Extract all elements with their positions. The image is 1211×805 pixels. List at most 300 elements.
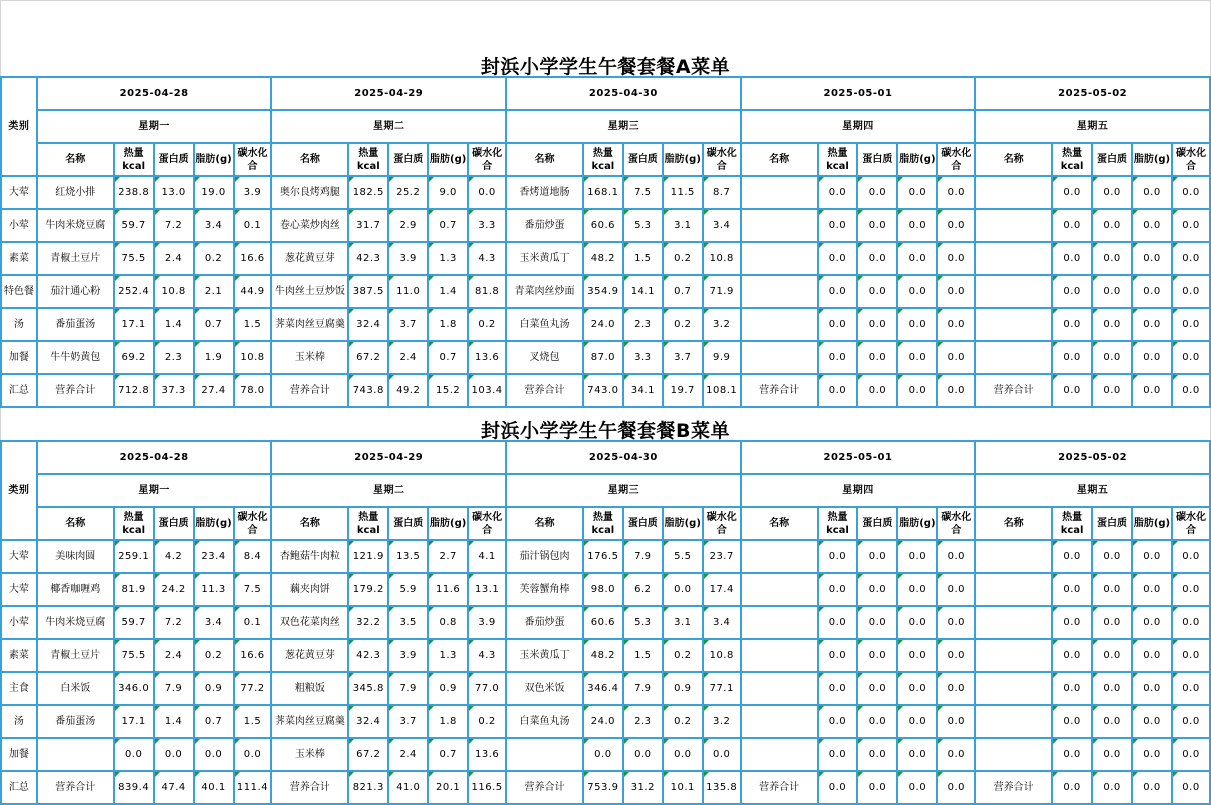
nutrition-value-cell: 0.0 [1172,209,1210,242]
nutrition-value-cell: 1.5 [623,242,663,275]
nutrition-value-cell: 0.0 [663,573,703,606]
nutrition-value-cell: 2.4 [154,639,194,672]
nutrition-value-cell: 7.5 [623,176,663,209]
nutrition-value-cell: 0.0 [154,738,194,771]
column-header: 碳水化合 [1172,143,1210,176]
nutrition-value-cell: 0.0 [857,606,897,639]
nutrition-value-cell: 75.5 [114,639,154,672]
table-row [1,738,1210,771]
nutrition-value-cell: 0.0 [937,540,975,573]
date-header: 2025-05-01 [741,77,976,110]
category-cell: 加餐 [1,738,37,771]
nutrition-value-cell: 3.2 [703,308,741,341]
category-cell: 大荤 [1,176,37,209]
weekday-header: 星期二 [271,110,506,143]
dish-name-cell [975,308,1052,341]
column-header: 热量kcal [1052,143,1092,176]
table-row [1,308,1210,341]
dish-name-cell [975,242,1052,275]
nutrition-value-cell: 25.2 [388,176,428,209]
nutrition-value-cell: 0.0 [1092,209,1132,242]
dish-name-cell: 叉烧包 [506,341,583,374]
nutrition-value-cell: 0.1 [234,209,272,242]
nutrition-value-cell: 4.1 [468,540,506,573]
weekday-header: 星期三 [506,110,741,143]
nutrition-value-cell: 0.0 [1052,573,1092,606]
nutrition-value-cell: 103.4 [468,374,506,407]
weekday-header: 星期四 [741,474,976,507]
nutrition-value-cell: 0.7 [428,341,468,374]
nutrition-value-cell: 0.0 [857,275,897,308]
category-header: 类别 [1,77,37,176]
dish-name-cell [975,606,1052,639]
nutrition-value-cell: 0.0 [1172,308,1210,341]
column-header: 脂肪(g) [663,507,703,540]
column-header: 热量kcal [114,507,154,540]
category-cell: 小荤 [1,209,37,242]
nutrition-value-cell: 67.2 [348,738,388,771]
weekday-header: 星期五 [975,474,1210,507]
nutrition-value-cell: 1.4 [154,705,194,738]
date-header: 2025-04-28 [37,77,272,110]
nutrition-value-cell: 7.9 [388,672,428,705]
column-header: 名称 [506,143,583,176]
column-header: 脂肪(g) [663,143,703,176]
nutrition-value-cell: 37.3 [154,374,194,407]
dish-name-cell: 营养合计 [975,771,1052,804]
nutrition-value-cell: 0.9 [663,672,703,705]
nutrition-value-cell: 0.0 [1052,606,1092,639]
nutrition-value-cell: 13.1 [468,573,506,606]
nutrition-value-cell: 48.2 [583,242,623,275]
dish-name-cell [975,573,1052,606]
nutrition-value-cell: 0.0 [1092,639,1132,672]
column-header: 脂肪(g) [1132,143,1172,176]
nutrition-value-cell: 48.2 [583,639,623,672]
nutrition-value-cell: 0.0 [818,341,858,374]
nutrition-value-cell: 0.0 [1092,540,1132,573]
nutrition-value-cell: 23.4 [194,540,234,573]
nutrition-value-cell: 7.9 [154,672,194,705]
nutrition-value-cell: 2.9 [388,209,428,242]
nutrition-value-cell: 0.0 [1052,540,1092,573]
nutrition-value-cell: 32.2 [348,606,388,639]
date-header: 2025-04-30 [506,441,741,474]
nutrition-value-cell: 0.0 [1052,705,1092,738]
nutrition-value-cell: 0.0 [937,639,975,672]
nutrition-value-cell: 75.5 [114,242,154,275]
table-row [1,374,1210,407]
nutrition-value-cell: 2.3 [623,308,663,341]
nutrition-value-cell: 3.9 [234,176,272,209]
nutrition-value-cell: 0.0 [857,573,897,606]
weekday-row [1,110,1210,143]
nutrition-value-cell: 0.0 [1052,341,1092,374]
nutrition-value-cell: 0.0 [1172,573,1210,606]
nutrition-value-cell: 0.0 [1052,308,1092,341]
nutrition-value-cell: 24.0 [583,705,623,738]
nutrition-value-cell: 0.0 [818,374,858,407]
nutrition-value-cell: 0.0 [818,540,858,573]
nutrition-value-cell: 0.0 [857,308,897,341]
nutrition-value-cell: 0.0 [194,738,234,771]
category-cell: 加餐 [1,341,37,374]
nutrition-value-cell: 4.3 [468,639,506,672]
nutrition-value-cell: 0.0 [897,341,937,374]
dish-name-cell: 卷心菜炒肉丝 [271,209,348,242]
nutrition-value-cell: 0.0 [234,738,272,771]
category-cell: 大荤 [1,540,37,573]
dish-name-cell: 红烧小排 [37,176,114,209]
nutrition-value-cell: 0.7 [194,308,234,341]
nutrition-value-cell: 16.6 [234,639,272,672]
nutrition-value-cell: 0.0 [1132,341,1172,374]
nutrition-value-cell: 0.0 [897,540,937,573]
column-header: 脂肪(g) [1132,507,1172,540]
nutrition-value-cell: 9.0 [428,176,468,209]
dish-name-cell: 葱花黄豆芽 [271,242,348,275]
nutrition-value-cell: 9.9 [703,341,741,374]
nutrition-value-cell: 0.0 [1052,672,1092,705]
nutrition-value-cell: 0.0 [1092,308,1132,341]
dish-name-cell: 营养合计 [506,771,583,804]
nutrition-value-cell: 0.0 [897,771,937,804]
date-header: 2025-05-02 [975,441,1210,474]
dish-name-cell [741,639,818,672]
dish-name-cell: 玉米黄瓜丁 [506,639,583,672]
nutrition-value-cell: 20.1 [428,771,468,804]
weekday-header: 星期二 [271,474,506,507]
nutrition-value-cell: 0.0 [1132,209,1172,242]
dish-name-cell [975,209,1052,242]
nutrition-value-cell: 354.9 [583,275,623,308]
nutrition-value-cell: 821.3 [348,771,388,804]
nutrition-value-cell: 3.4 [703,209,741,242]
column-header-row [1,143,1210,176]
nutrition-value-cell: 0.0 [937,705,975,738]
nutrition-value-cell: 32.4 [348,705,388,738]
column-header: 蛋白质 [1092,143,1132,176]
nutrition-value-cell: 0.0 [897,672,937,705]
nutrition-value-cell: 3.5 [388,606,428,639]
dish-name-cell: 番茄蛋汤 [37,705,114,738]
nutrition-value-cell: 753.9 [583,771,623,804]
column-header: 名称 [37,143,114,176]
dish-name-cell: 玉米棒 [271,341,348,374]
nutrition-value-cell: 67.2 [348,341,388,374]
nutrition-value-cell: 78.0 [234,374,272,407]
nutrition-value-cell: 0.0 [1092,738,1132,771]
category-cell: 素菜 [1,242,37,275]
nutrition-value-cell: 0.0 [1052,738,1092,771]
nutrition-value-cell: 0.0 [583,738,623,771]
nutrition-value-cell: 0.0 [1052,374,1092,407]
table-row [1,771,1210,804]
nutrition-value-cell: 11.5 [663,176,703,209]
nutrition-value-cell: 0.0 [857,242,897,275]
nutrition-value-cell: 0.2 [663,242,703,275]
table-row [1,242,1210,275]
column-header: 热量kcal [348,507,388,540]
nutrition-value-cell: 16.6 [234,242,272,275]
nutrition-value-cell: 11.3 [194,573,234,606]
column-header: 脂肪(g) [194,507,234,540]
dish-name-cell: 荠菜肉丝豆腐羹 [271,308,348,341]
nutrition-value-cell: 3.3 [623,341,663,374]
nutrition-value-cell: 81.9 [114,573,154,606]
nutrition-value-cell: 0.0 [818,639,858,672]
dish-name-cell [37,738,114,771]
nutrition-value-cell: 2.4 [388,341,428,374]
nutrition-value-cell: 0.7 [194,705,234,738]
nutrition-value-cell: 0.0 [1052,209,1092,242]
nutrition-value-cell: 7.2 [154,209,194,242]
nutrition-value-cell: 59.7 [114,209,154,242]
category-cell: 主食 [1,672,37,705]
nutrition-value-cell: 13.5 [388,540,428,573]
nutrition-value-cell: 0.2 [468,308,506,341]
nutrition-value-cell: 10.8 [234,341,272,374]
nutrition-value-cell: 0.7 [428,738,468,771]
dish-name-cell: 双色米饭 [506,672,583,705]
nutrition-value-cell: 0.0 [703,738,741,771]
nutrition-value-cell: 0.0 [937,209,975,242]
nutrition-value-cell: 19.7 [663,374,703,407]
nutrition-value-cell: 7.9 [623,540,663,573]
nutrition-value-cell: 0.0 [1172,639,1210,672]
nutrition-value-cell: 0.0 [1052,639,1092,672]
nutrition-value-cell: 8.7 [703,176,741,209]
nutrition-value-cell: 3.4 [194,209,234,242]
nutrition-value-cell: 24.2 [154,573,194,606]
nutrition-value-cell: 743.8 [348,374,388,407]
nutrition-value-cell: 81.8 [468,275,506,308]
nutrition-value-cell: 10.8 [703,639,741,672]
nutrition-value-cell: 1.5 [623,639,663,672]
nutrition-value-cell: 0.2 [663,639,703,672]
nutrition-value-cell: 108.1 [703,374,741,407]
nutrition-value-cell: 87.0 [583,341,623,374]
nutrition-value-cell: 0.0 [937,176,975,209]
nutrition-value-cell: 2.7 [428,540,468,573]
column-header: 热量kcal [583,507,623,540]
dish-name-cell [741,209,818,242]
menu-a-title: 封浜小学学生午餐套餐A菜单 [480,56,731,78]
category-cell: 素菜 [1,639,37,672]
nutrition-value-cell: 0.0 [897,738,937,771]
nutrition-value-cell: 839.4 [114,771,154,804]
column-header: 蛋白质 [388,507,428,540]
nutrition-value-cell: 0.2 [663,705,703,738]
column-header: 蛋白质 [623,143,663,176]
nutrition-value-cell: 0.0 [937,672,975,705]
nutrition-value-cell: 0.0 [937,771,975,804]
nutrition-value-cell: 1.9 [194,341,234,374]
dish-name-cell [741,242,818,275]
table-row [1,573,1210,606]
column-header: 碳水化合 [703,143,741,176]
dish-name-cell: 营养合计 [37,771,114,804]
nutrition-value-cell: 0.0 [1092,672,1132,705]
dish-name-cell: 玉米黄瓜丁 [506,242,583,275]
column-header: 名称 [271,507,348,540]
dish-name-cell: 营养合计 [741,771,818,804]
nutrition-value-cell: 32.4 [348,308,388,341]
column-header: 热量kcal [114,143,154,176]
column-header: 碳水化合 [1172,507,1210,540]
nutrition-value-cell: 0.2 [468,705,506,738]
nutrition-value-cell: 0.0 [1172,738,1210,771]
date-header: 2025-04-30 [506,77,741,110]
nutrition-value-cell: 0.0 [1092,275,1132,308]
table-row [1,672,1210,705]
nutrition-value-cell: 3.7 [388,308,428,341]
nutrition-value-cell: 0.9 [194,672,234,705]
nutrition-value-cell: 24.0 [583,308,623,341]
dish-name-cell: 奥尔良烤鸡腿 [271,176,348,209]
nutrition-value-cell: 0.0 [937,242,975,275]
nutrition-value-cell: 7.9 [623,672,663,705]
nutrition-value-cell: 0.0 [818,242,858,275]
dish-name-cell [741,540,818,573]
nutrition-value-cell: 0.0 [1172,374,1210,407]
nutrition-value-cell: 7.2 [154,606,194,639]
nutrition-value-cell: 13.0 [154,176,194,209]
nutrition-value-cell: 1.8 [428,705,468,738]
table-row [1,341,1210,374]
date-header: 2025-04-29 [271,441,506,474]
column-header: 蛋白质 [857,507,897,540]
nutrition-value-cell: 135.8 [703,771,741,804]
dish-name-cell: 番茄蛋汤 [37,308,114,341]
nutrition-value-cell: 3.1 [663,209,703,242]
dish-name-cell: 香烤道地肠 [506,176,583,209]
nutrition-value-cell: 0.0 [1132,275,1172,308]
dish-name-cell [741,308,818,341]
nutrition-value-cell: 98.0 [583,573,623,606]
nutrition-value-cell: 0.0 [818,705,858,738]
nutrition-value-cell: 743.0 [583,374,623,407]
nutrition-value-cell: 0.0 [1092,242,1132,275]
nutrition-value-cell: 0.0 [897,176,937,209]
nutrition-value-cell: 0.0 [1172,275,1210,308]
menu-b-table [0,440,1211,805]
column-header: 碳水化合 [234,507,272,540]
dish-name-cell: 白菜鱼丸汤 [506,308,583,341]
nutrition-value-cell: 60.6 [583,606,623,639]
table-row [1,606,1210,639]
nutrition-value-cell: 0.0 [1132,639,1172,672]
nutrition-value-cell: 3.4 [194,606,234,639]
category-cell: 汤 [1,705,37,738]
nutrition-value-cell: 0.0 [1092,374,1132,407]
nutrition-value-cell: 0.0 [818,176,858,209]
table-row [1,209,1210,242]
category-cell: 特色餐 [1,275,37,308]
nutrition-value-cell: 27.4 [194,374,234,407]
nutrition-value-cell: 23.7 [703,540,741,573]
column-header: 脂肪(g) [428,507,468,540]
nutrition-value-cell: 0.0 [897,308,937,341]
nutrition-value-cell: 387.5 [348,275,388,308]
nutrition-value-cell: 0.0 [818,738,858,771]
dish-name-cell [741,573,818,606]
column-header: 蛋白质 [623,507,663,540]
column-header: 名称 [975,143,1052,176]
nutrition-value-cell: 252.4 [114,275,154,308]
nutrition-value-cell: 13.6 [468,341,506,374]
date-header: 2025-05-01 [741,441,976,474]
category-header: 类别 [1,441,37,540]
dish-name-cell: 营养合计 [741,374,818,407]
nutrition-value-cell: 0.7 [663,275,703,308]
nutrition-value-cell: 1.4 [154,308,194,341]
column-header: 蛋白质 [154,143,194,176]
nutrition-value-cell: 0.0 [1172,606,1210,639]
dish-name-cell [741,176,818,209]
category-cell: 大荤 [1,573,37,606]
dish-name-cell [741,738,818,771]
column-header: 名称 [37,507,114,540]
column-header: 名称 [506,507,583,540]
nutrition-value-cell: 3.1 [663,606,703,639]
nutrition-value-cell: 1.8 [428,308,468,341]
dish-name-cell: 白菜鱼丸汤 [506,705,583,738]
nutrition-value-cell: 0.2 [194,242,234,275]
dish-name-cell: 番茄炒蛋 [506,606,583,639]
nutrition-value-cell: 34.1 [623,374,663,407]
column-header: 蛋白质 [1092,507,1132,540]
column-header: 碳水化合 [234,143,272,176]
nutrition-value-cell: 4.3 [468,242,506,275]
nutrition-value-cell: 0.0 [897,242,937,275]
nutrition-value-cell: 4.2 [154,540,194,573]
column-header: 热量kcal [818,143,858,176]
nutrition-value-cell: 0.0 [623,738,663,771]
nutrition-value-cell: 0.0 [1132,374,1172,407]
nutrition-value-cell: 0.0 [937,738,975,771]
table-row [1,275,1210,308]
nutrition-value-cell: 0.0 [818,209,858,242]
column-header: 脂肪(g) [194,143,234,176]
nutrition-value-cell: 14.1 [623,275,663,308]
nutrition-value-cell: 121.9 [348,540,388,573]
nutrition-value-cell: 15.2 [428,374,468,407]
table-row [1,705,1210,738]
nutrition-value-cell: 3.9 [388,242,428,275]
dish-name-cell [741,672,818,705]
nutrition-value-cell: 5.5 [663,540,703,573]
nutrition-value-cell: 0.0 [857,738,897,771]
nutrition-value-cell: 0.0 [1052,176,1092,209]
column-header: 名称 [741,507,818,540]
nutrition-value-cell: 0.0 [1132,606,1172,639]
nutrition-value-cell: 0.2 [194,639,234,672]
dish-name-cell: 芙蓉蟹角棒 [506,573,583,606]
dish-name-cell [975,639,1052,672]
nutrition-value-cell: 3.9 [388,639,428,672]
nutrition-value-cell: 0.0 [818,606,858,639]
nutrition-value-cell: 5.3 [623,606,663,639]
nutrition-value-cell: 0.0 [857,374,897,407]
column-header: 名称 [741,143,818,176]
category-cell: 小荤 [1,606,37,639]
nutrition-value-cell: 40.1 [194,771,234,804]
nutrition-value-cell: 10.1 [663,771,703,804]
nutrition-value-cell: 3.4 [703,606,741,639]
nutrition-value-cell: 0.0 [1172,705,1210,738]
nutrition-value-cell: 13.6 [468,738,506,771]
